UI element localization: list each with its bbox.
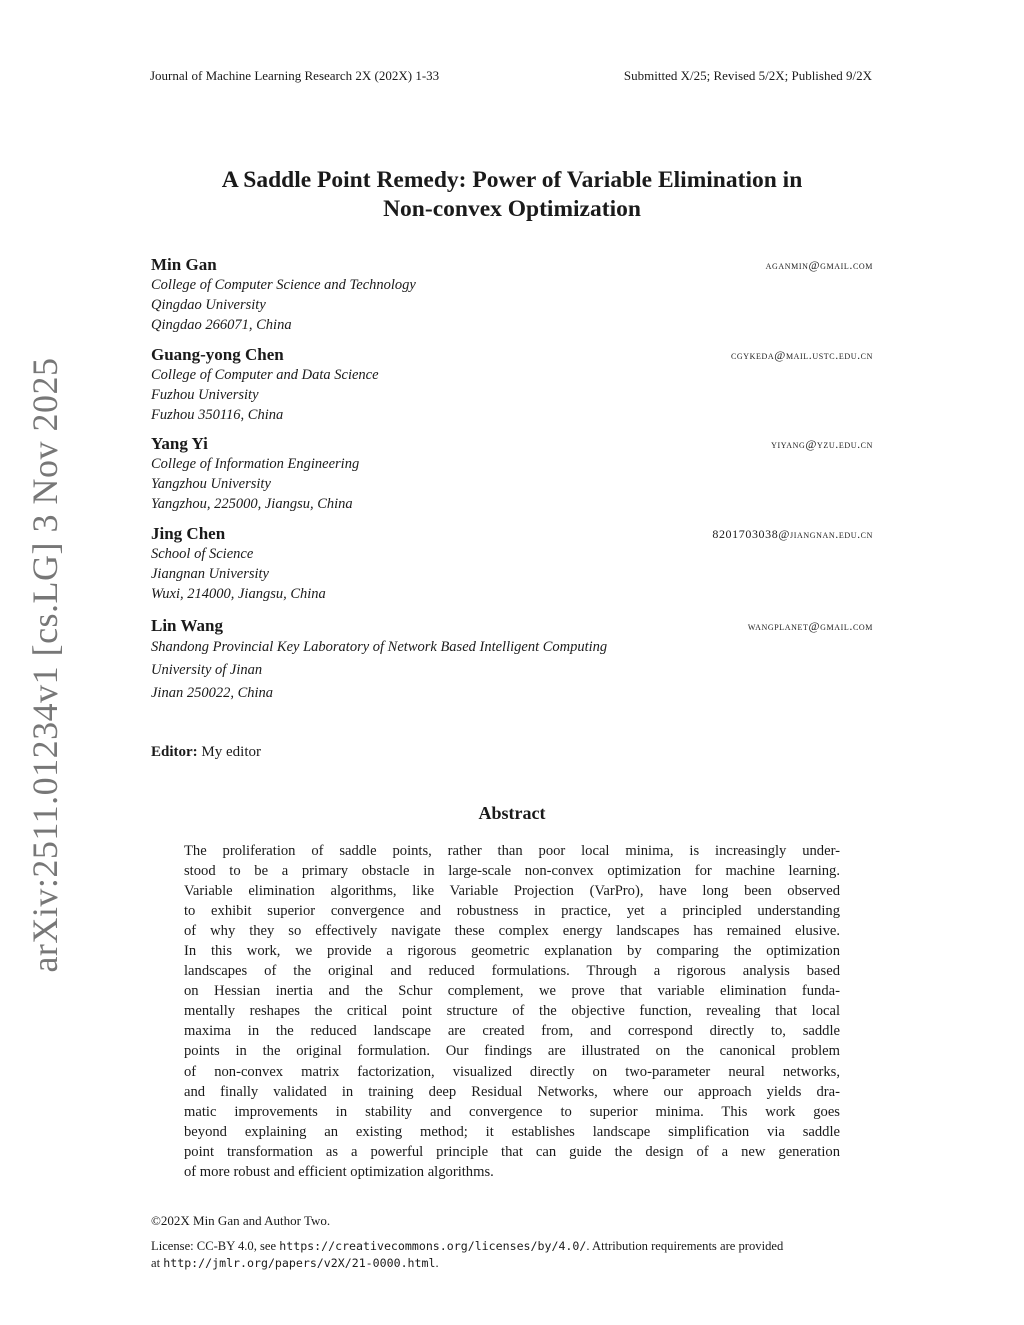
author-affiliation-line: Fuzhou 350116, China (151, 407, 284, 423)
author-affiliation-line: Wuxi, 214000, Jiangsu, China (151, 586, 326, 602)
abstract-line: mentally reshapes the critical point structure of the objective function, revealing that local (184, 1003, 840, 1020)
author-affiliation-line: Shandong Provincial Key Laboratory of Network Based Intelligent Computing (151, 639, 608, 655)
paper-title (150, 166, 874, 224)
author-affiliation-line: College of Information Engineering (151, 456, 360, 472)
author-affiliation-line: Yangzhou University (151, 476, 271, 492)
abstract-line: point transformation as a powerful principle that can guide the design of a new generation (184, 1143, 840, 1160)
author-email: yiyang@yzu.edu.cn (771, 437, 873, 451)
arxiv-identifier-stamp: arXiv:2511.01234v1 [cs.LG] 3 Nov 2025 (25, 357, 65, 973)
jmlr-paper-url-link[interactable]: http://jmlr.org/papers/v2X/21-0000.html (163, 1256, 436, 1270)
license-line-2 (151, 1255, 875, 1272)
license-prefix: License: CC-BY 4.0, see (151, 1239, 280, 1253)
license-notice (151, 1238, 875, 1272)
author-email: aganmin@gmail.com (765, 258, 873, 272)
author-email: 8201703038@jiangnan.edu.cn (712, 527, 873, 541)
author-affiliation-line: Jiangnan University (151, 566, 269, 582)
author-affiliation-line: Qingdao 266071, China (151, 317, 292, 333)
running-header-journal: Journal of Machine Learning Research 2X (202X) 1-33 (150, 68, 440, 83)
author-affiliation-line: School of Science (151, 546, 254, 562)
author-block (151, 524, 873, 604)
author-affiliation-line: Yangzhou, 225000, Jiangsu, China (151, 496, 353, 512)
license-middle: . Attribution requirements are provided (586, 1239, 784, 1253)
author-name: Yang Yi (151, 434, 208, 453)
author-block (151, 434, 873, 514)
author-affiliation-line: Fuzhou University (151, 387, 259, 403)
running-header-dates: Submitted X/25; Revised 5/2X; Published 9/2X (623, 68, 872, 83)
abstract-line: of non-convex matrix factorization, visualized directly on two-parameter neural networks, (184, 1063, 840, 1080)
abstract-line: and finally validated in training deep Residual Networks, where our approach yields dra- (184, 1083, 840, 1100)
abstract-heading: Abstract (478, 803, 546, 823)
abstract-line: matic improvements in stability and convergence to superior minima. This work goes (184, 1103, 840, 1120)
abstract-line: The proliferation of saddle points, rather than poor local minima, is increasingly under- (184, 843, 840, 859)
license-url-link[interactable]: https://creativecommons.org/licenses/by/4.0/ (279, 1239, 587, 1253)
abstract-line: landscapes of the original and reduced formulations. Through a rigorous analysis based (184, 963, 840, 980)
abstract-line: of more robust and efficient optimization algorithms. (184, 1163, 494, 1180)
abstract-line: on Hessian inertia and the Schur complement, we prove that variable elimination funda- (184, 983, 840, 1000)
author-name: Jing Chen (151, 524, 226, 543)
author-email: cgykeda@mail.ustc.edu.cn (730, 348, 873, 362)
author-affiliation-line: University of Jinan (151, 662, 263, 678)
author-email: wangplanet@gmail.com (747, 619, 873, 633)
copyright-notice: ©202X Min Gan and Author Two. (151, 1213, 331, 1228)
editor-label: Editor: (151, 744, 198, 760)
author-affiliation-line: College of Computer Science and Technology (151, 277, 416, 293)
abstract-line: of why they so effectively navigate these complex energy landscapes has remained elusive. (184, 923, 840, 940)
license-line-1 (151, 1238, 875, 1255)
abstract-line: points in the original formulation. Our findings are illustrated on the canonical problem (184, 1043, 840, 1060)
author-block (151, 255, 873, 335)
author-affiliation-line: College of Computer and Data Science (151, 367, 379, 383)
license-end: . (435, 1256, 439, 1270)
abstract-line: beyond explaining an existing method; it establishes landscape simplification via saddle (184, 1123, 840, 1140)
abstract-line: stood to be a primary obstacle in large-scale non-convex optimization for machine learning. (184, 863, 840, 880)
editor-line (151, 744, 261, 761)
author-block (151, 616, 873, 705)
author-affiliation-line: Qingdao University (151, 297, 266, 313)
author-name: Guang-yong Chen (151, 345, 284, 364)
editor-name: My editor (201, 744, 261, 760)
abstract-line: to exhibit superior convergence and robustness in practice, yet a principled understanding (184, 903, 840, 920)
abstract-line: In this work, we provide a rigorous geometric explanation by comparing the optimization (184, 943, 840, 960)
abstract-line: maxima in the reduced landscape are created from, and correspond directly to, saddle (184, 1023, 840, 1040)
author-affiliation-line: Jinan 250022, China (151, 685, 274, 701)
paper-title-line-2: Non-convex Optimization (383, 196, 641, 222)
paper-title-line-1: A Saddle Point Remedy: Power of Variable Elimination in (221, 167, 803, 193)
abstract-body (184, 841, 840, 1182)
author-block (151, 345, 873, 425)
abstract-line: Variable elimination algorithms, like Variable Projection (VarPro), have long been observed (184, 883, 840, 900)
license-at: at (151, 1256, 164, 1270)
author-name: Min Gan (151, 255, 217, 274)
author-name: Lin Wang (151, 616, 223, 635)
